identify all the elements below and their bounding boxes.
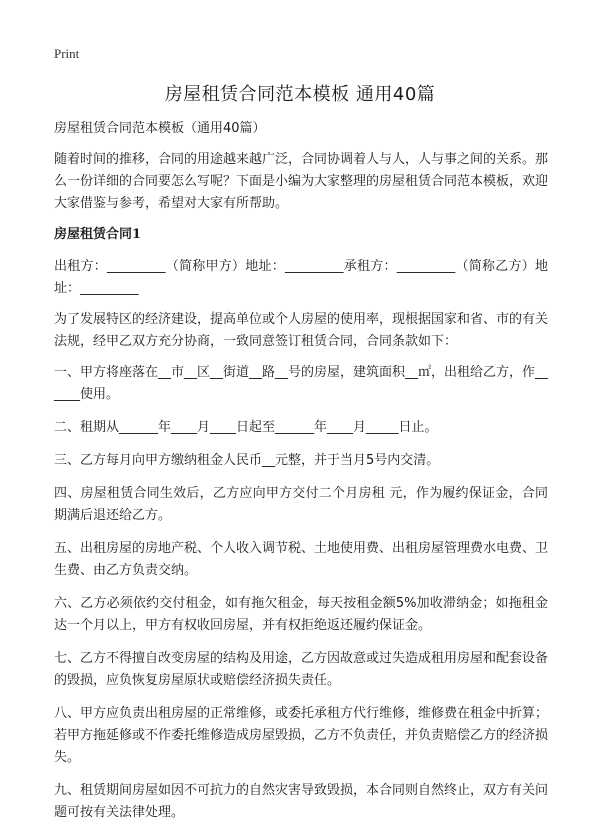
document-title: 房屋租赁合同范本模板 通用40篇 [164,84,436,105]
clause-6: 六、乙方必须依约交付租金，如有拖欠租金，每天按租金额5%加收滞纳金；如拖租金达一个月以上，甲方有权收回房屋，并有权拒绝返还履约保证金。 [54,596,548,633]
document-body [54,118,548,835]
parties-paragraph: 出租方：_________（简称甲方）地址：_________承租方：_________（简称乙方）地址：_________ [54,259,548,296]
clause-3: 三、乙方每月向甲方缴纳租金人民币__元整，并于当月5号内交清。 [54,453,440,468]
print-link[interactable]: Print [54,46,80,61]
clause-4: 四、房屋租赁合同生效后，乙方应向甲方交付二个月房租 元，作为履约保证金，合同期满后退还给乙方。 [54,486,548,523]
clause-7: 七、乙方不得擅自改变房屋的结构及用途，乙方因故意或过失造成租用房屋和配套设备的毁损，应负恢复房屋原状或赔偿经济损失责任。 [54,651,549,688]
clause-5: 五、出租房屋的房地产税、个人收入调节税、土地使用费、出租房屋管理费水电费、卫生费、由乙方负责交纳。 [54,541,549,578]
clause-1: 一、甲方将座落在__市__区__街道__路__号的房屋，建筑面积__㎡，出租给乙方，作______使用。 [54,365,549,402]
preamble-paragraph: 为了发展特区的经济建设，提高单位或个人房屋的使用率，现根据国家和省、市的有关法规，经甲乙双方充分协商，一致同意签订租赁合同，合同条款如下： [54,312,549,349]
clause-8: 八、甲方应负责出租房屋的正常维修，或委托承租方代行维修，维修费在租金中折算；若甲方拖延修或不作委托维修造成房屋毁损，乙方不负责任，并负责赔偿乙方的经济损失。 [54,706,549,765]
clause-9: 九、租赁期间房屋如因不可抗力的自然灾害导致毁损，本合同则自然终止，双方有关问题可按有关法律处理。 [54,783,549,820]
document-subtitle: 房屋租赁合同范本模板（通用40篇） [54,121,266,136]
section-heading: 房屋租赁合同1 [54,227,142,242]
intro-paragraph: 随着时间的推移，合同的用途越来越广泛，合同协调着人与人，人与事之间的关系。那么一份详细的合同要怎么写呢？下面是小编为大家整理的房屋租赁合同范本模板，欢迎大家借鉴与参考，希望对大家有所帮助。 [54,152,549,211]
clause-2: 二、租期从______年____月____日起至______年____月_____日止。 [54,420,438,435]
